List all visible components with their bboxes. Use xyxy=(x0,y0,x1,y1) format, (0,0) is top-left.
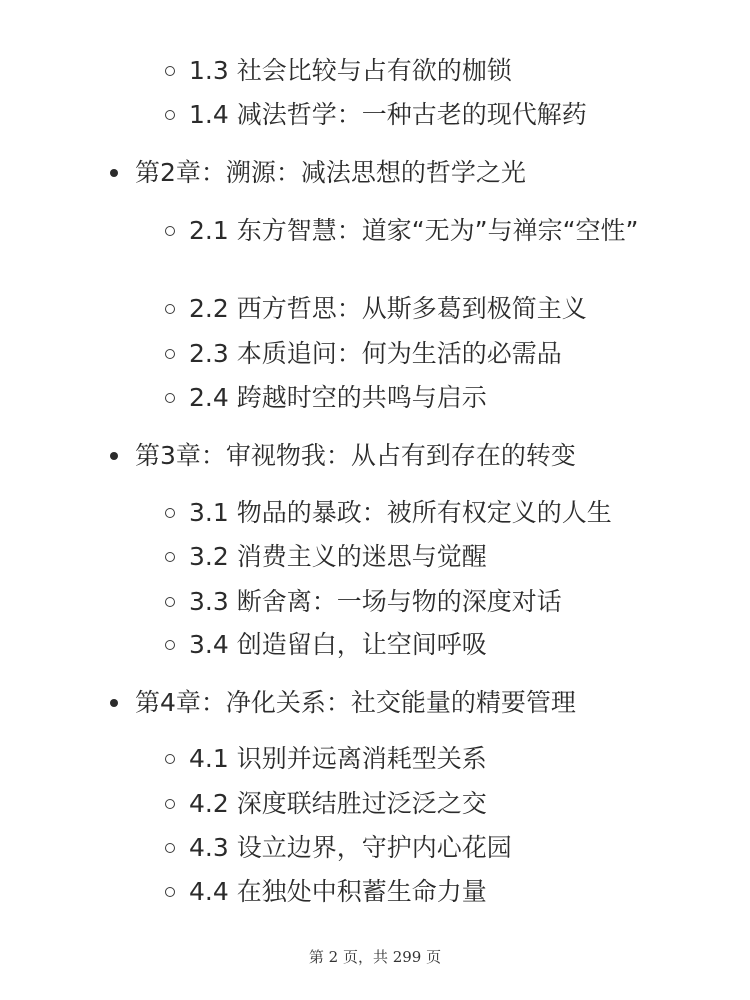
toc-section-item xyxy=(165,742,669,776)
toc-section-item xyxy=(165,214,665,248)
toc-section-label: 3.4 创造留白，让空间呼吸 xyxy=(189,630,487,659)
toc-section-label: 4.3 设立边界，守护内心花园 xyxy=(189,833,512,862)
circle-bullet-icon xyxy=(165,843,175,853)
toc-section-item xyxy=(165,98,669,132)
toc-section-label: 2.4 跨越时空的共鸣与启示 xyxy=(189,383,487,412)
toc-section-label: 1.3 社会比较与占有欲的枷锁 xyxy=(189,56,512,85)
toc-chapter-label: 第2章：溯源：减法思想的哲学之光 xyxy=(135,158,526,187)
toc-section-item xyxy=(165,875,669,909)
circle-bullet-icon xyxy=(165,597,175,607)
toc-chapter-item xyxy=(110,156,526,190)
toc-chapter-item xyxy=(110,439,576,473)
circle-bullet-icon xyxy=(165,552,175,562)
toc-section-label: 2.2 西方哲思：从斯多葛到极简主义 xyxy=(189,294,587,323)
toc-section-label: 4.1 识别并远离消耗型关系 xyxy=(189,744,487,773)
circle-bullet-icon xyxy=(165,799,175,809)
circle-bullet-icon xyxy=(165,508,175,518)
circle-bullet-icon xyxy=(165,66,175,76)
toc-section-label: 4.2 深度联结胜过泛泛之交 xyxy=(189,789,487,818)
disc-bullet-icon xyxy=(110,452,118,460)
circle-bullet-icon xyxy=(165,110,175,120)
toc-section-label: 2.1 东方智慧：道家“无为”与禅宗“空性” xyxy=(189,216,639,245)
circle-bullet-icon xyxy=(165,349,175,359)
toc-chapter-item xyxy=(110,686,576,720)
toc-section-item xyxy=(165,496,669,530)
toc-section-item xyxy=(165,337,669,371)
toc-section-item xyxy=(165,540,669,574)
page-indicator: 第 2 页，共 299 页 xyxy=(308,948,442,966)
toc-section-item xyxy=(165,628,669,662)
toc-chapter-label: 第4章：净化关系：社交能量的精要管理 xyxy=(135,688,576,717)
toc-section-label: 4.4 在独处中积蓄生命力量 xyxy=(189,877,487,906)
toc-section-label: 1.4 减法哲学：一种古老的现代解药 xyxy=(189,100,587,129)
toc-section-item xyxy=(165,787,669,821)
toc-section-item xyxy=(165,831,669,865)
toc-section-label: 3.1 物品的暴政：被所有权定义的人生 xyxy=(189,498,612,527)
circle-bullet-icon xyxy=(165,640,175,650)
disc-bullet-icon xyxy=(110,169,118,177)
toc-section-item xyxy=(165,381,669,415)
toc-section-label: 3.3 断舍离：一场与物的深度对话 xyxy=(189,587,562,616)
toc-section-item xyxy=(165,585,669,619)
disc-bullet-icon xyxy=(110,699,118,707)
circle-bullet-icon xyxy=(165,226,175,236)
toc-chapter-label: 第3章：审视物我：从占有到存在的转变 xyxy=(135,441,576,470)
toc-section-item xyxy=(165,292,669,326)
circle-bullet-icon xyxy=(165,887,175,897)
toc-section-label: 3.2 消费主义的迷思与觉醒 xyxy=(189,542,487,571)
toc-section-item xyxy=(165,54,669,88)
circle-bullet-icon xyxy=(165,754,175,764)
circle-bullet-icon xyxy=(165,393,175,403)
circle-bullet-icon xyxy=(165,304,175,314)
toc-section-label: 2.3 本质追问：何为生活的必需品 xyxy=(189,339,562,368)
